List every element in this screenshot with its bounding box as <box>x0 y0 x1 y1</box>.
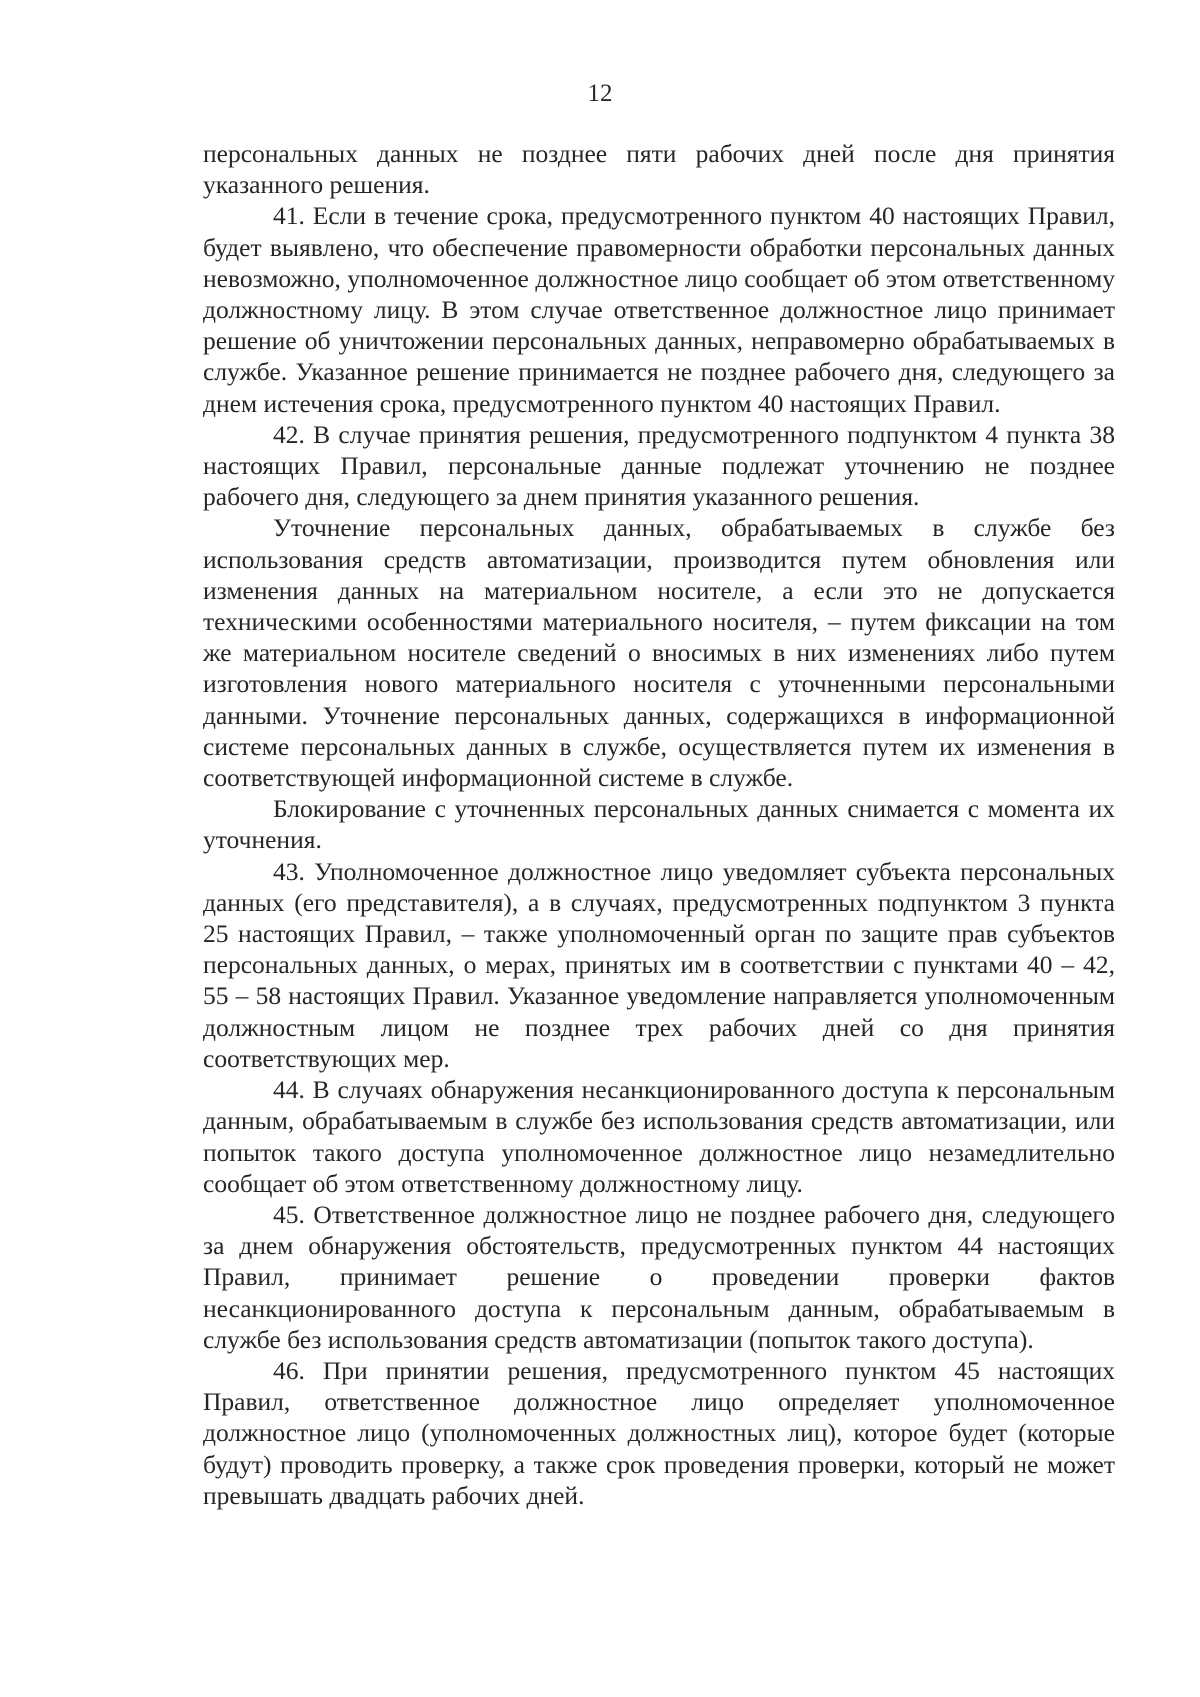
paragraph-42-clarification: Уточнение персональных данных, обрабатываемых в службе без использования средств автоматизации, производится путем обновления или изменения данных на материальном носителе, а если это не допускается техническими особенностями материального носителя, – путем фиксации на том же материальном носителе сведений о вносимых в них изменениях либо путем изготовления нового материального носителя с уточненными персональными данными. Уточнение персональных данных, содержащихся в информационной системе персональных данных в службе, осуществляется путем их изменения в соответствующей информационной системе в службе. <box>203 513 1115 793</box>
paragraph-42-blocking: Блокирование с уточненных персональных данных снимается с момента их уточнения. <box>203 794 1115 855</box>
document-body <box>203 138 1115 1511</box>
paragraph-41: 41. Если в течение срока, предусмотренного пунктом 40 настоящих Правил, будет выявлено, что обеспечение правомерности обработки персональных данных невозможно, уполномоченное должностное лицо сообщает об этом ответственному должностному лицу. В этом случае ответственное должностное лицо принимает решение об уничтожении персональных данных, неправомерно обрабатываемых в службе. Указанное решение принимается не позднее рабочего дня, следующего за днем истечения срока, предусмотренного пунктом 40 настоящих Правил. <box>203 201 1115 418</box>
paragraph-44: 44. В случаях обнаружения несанкционированного доступа к персональным данным, обрабатываемым в службе без использования средств автоматизации, или попыток такого доступа уполномоченное должностное лицо незамедлительно сообщает об этом ответственному должностному лицу. <box>203 1075 1115 1198</box>
page-number: 12 <box>587 80 613 107</box>
paragraph-continuation: персональных данных не позднее пяти рабочих дней после дня принятия указанного решения. <box>203 139 1115 200</box>
paragraph-45: 45. Ответственное должностное лицо не позднее рабочего дня, следующего за днем обнаружения обстоятельств, предусмотренных пунктом 44 настоящих Правил, принимает решение о проведении проверки фактов несанкционированного доступа к персональным данным, обрабатываемым в службе без использования средств автоматизации (попыток такого доступа). <box>203 1199 1115 1354</box>
paragraph-43: 43. Уполномоченное должностное лицо уведомляет субъекта персональных данных (его представителя), а в случаях, предусмотренных подпунктом 3 пункта 25 настоящих Правил, – также уполномоченный орган по защите прав субъектов персональных данных, о мерах, принятых им в соответствии с пунктами 40 – 42, 55 – 58 настоящих Правил. Указанное уведомление направляется уполномоченным должностным лицом не позднее трех рабочих дней со дня принятия соответствующих мер. <box>203 856 1115 1073</box>
paragraph-42: 42. В случае принятия решения, предусмотренного подпунктом 4 пункта 38 настоящих Правил, персональные данные подлежат уточнению не позднее рабочего дня, следующего за днем принятия указанного решения. <box>203 419 1115 512</box>
paragraph-46: 46. При принятии решения, предусмотренного пунктом 45 настоящих Правил, ответственное должностное лицо определяет уполномоченное должностное лицо (уполномоченных должностных лиц), которое будет (которые будут) проводить проверку, а также срок проведения проверки, который не может превышать двадцать рабочих дней. <box>203 1355 1115 1510</box>
